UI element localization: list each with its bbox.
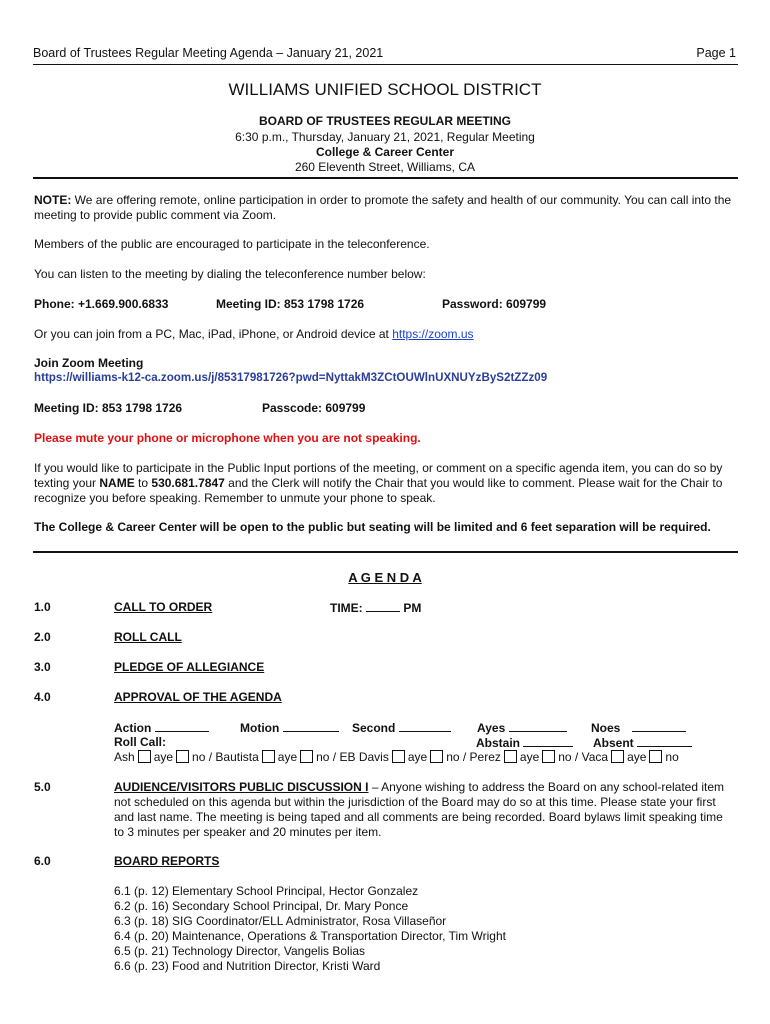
absent-field: Absent bbox=[593, 735, 692, 750]
agenda-item-number: 6.0 bbox=[34, 854, 51, 868]
list-item: 6.6 (p. 23) Food and Nutrition Director, Kristi Ward bbox=[114, 959, 381, 973]
roll-call-votes: Ash aye no / Bautista aye no / EB Davis aye no / Perez aye no / Vaca aye no bbox=[114, 750, 679, 764]
phone-number: Phone: +1.669.900.6833 bbox=[34, 297, 169, 311]
roll-call-label: Roll Call: bbox=[114, 735, 167, 749]
abstain-field: Abstain bbox=[476, 735, 573, 750]
second-field: Second bbox=[352, 720, 451, 735]
seating-notice: The College & Career Center will be open to the public but seating will be limited and 6 feet separation will be required. bbox=[34, 520, 711, 534]
participate-text-3: and the Clerk will notify the Chair that you would like to comment. Please wait for the Chair to recognize you before speaking. Remember to unmute your phone to speak. bbox=[34, 476, 723, 505]
join-line bbox=[34, 327, 474, 341]
participate-paragraph bbox=[34, 461, 736, 506]
agenda-item-public-discussion bbox=[114, 780, 736, 840]
member-perez: no / Perez bbox=[446, 750, 501, 764]
ayes-field: Ayes bbox=[477, 720, 567, 735]
member-ebdavis: no / EB Davis bbox=[316, 750, 389, 764]
join-text: Or you can join from a PC, Mac, iPad, iPhone, or Android device at bbox=[34, 327, 393, 341]
agenda-item-call-to-order: CALL TO ORDER bbox=[114, 600, 213, 614]
member-vaca: no / Vaca bbox=[558, 750, 609, 764]
time-field bbox=[330, 600, 421, 615]
members-text: Members of the public are encouraged to participate in the teleconference. bbox=[34, 237, 430, 251]
passcode: Passcode: 609799 bbox=[262, 401, 366, 415]
perez-no-checkbox[interactable] bbox=[542, 750, 555, 763]
agenda-item-number: 3.0 bbox=[34, 660, 51, 674]
vaca-no-checkbox[interactable] bbox=[649, 750, 662, 763]
agenda-item-number: 5.0 bbox=[34, 780, 51, 794]
list-item: 6.3 (p. 18) SIG Coordinator/ELL Administrator, Rosa Villaseñor bbox=[114, 914, 447, 928]
note-paragraph bbox=[34, 193, 734, 223]
meeting-id-2: Meeting ID: 853 1798 1726 bbox=[34, 401, 183, 415]
ebdavis-aye-checkbox[interactable] bbox=[392, 750, 405, 763]
meeting-datetime: 6:30 p.m., Thursday, January 21, 2021, Regular Meeting bbox=[235, 130, 535, 144]
zoom-link[interactable]: https://zoom.us bbox=[392, 327, 474, 341]
member-bautista: no / Bautista bbox=[192, 750, 259, 764]
agenda-heading: A G E N D A bbox=[348, 570, 422, 585]
participate-text-2: to bbox=[134, 476, 152, 490]
note-text: We are offering remote, online participation in order to promote the safety and health of our community. You can call into the meeting to provide public comment via Zoom. bbox=[34, 193, 732, 222]
bautista-no-checkbox[interactable] bbox=[300, 750, 313, 763]
ebdavis-no-checkbox[interactable] bbox=[430, 750, 443, 763]
mute-warning: Please mute your phone or microphone when you are not speaking. bbox=[34, 431, 421, 445]
agenda-item-number: 2.0 bbox=[34, 630, 51, 644]
time-label: TIME: bbox=[330, 601, 363, 615]
zoom-meeting-title: Join Zoom Meeting bbox=[34, 356, 144, 370]
list-item: 6.5 (p. 21) Technology Director, Vangelis Bolias bbox=[114, 944, 366, 958]
agenda-item-roll-call: ROLL CALL bbox=[114, 630, 182, 644]
ash-no-checkbox[interactable] bbox=[176, 750, 189, 763]
action-field: Action bbox=[114, 720, 209, 735]
agenda-item-pledge: PLEDGE OF ALLEGIANCE bbox=[114, 660, 265, 674]
public-discussion-text: – Anyone wishing to address the Board on any school-related item not scheduled on this agenda but within the jurisdiction of the Board may do so at this time. Please state your first and last name. The meeting is being taped and all comments are being recorded. Board bylaws limit speaking time to 3 minutes per speaker and 20 minutes per item. bbox=[114, 780, 725, 839]
list-item: 6.2 (p. 16) Secondary School Principal, Dr. Mary Ponce bbox=[114, 899, 409, 913]
meeting-id: Meeting ID: 853 1798 1726 bbox=[216, 297, 365, 311]
list-item: 6.1 (p. 12) Elementary School Principal, Hector Gonzalez bbox=[114, 884, 419, 898]
page-header-title: Board of Trustees Regular Meeting Agenda – January 21, 2021 bbox=[33, 46, 384, 60]
zoom-meeting-url[interactable]: https://williams-k12-ca.zoom.us/j/85317981726?pwd=NyttakM3ZCtOUWlnUXNUYzByS2tZZz09 bbox=[34, 371, 548, 384]
note-label: NOTE: bbox=[34, 193, 72, 207]
public-discussion-title: AUDIENCE/VISITORS PUBLIC DISCUSSION I bbox=[114, 780, 369, 794]
motion-field: Motion bbox=[240, 720, 339, 735]
agenda-item-approval: APPROVAL OF THE AGENDA bbox=[114, 690, 282, 704]
meeting-venue: College & Career Center bbox=[315, 145, 455, 159]
bautista-aye-checkbox[interactable] bbox=[262, 750, 275, 763]
board-reports-list bbox=[114, 884, 506, 974]
participate-text-1: If you would like to participate in the Public Input portions of the meeting, or comment on a specific agenda item, you can do so by texting your bbox=[34, 461, 723, 490]
ash-aye-checkbox[interactable] bbox=[138, 750, 151, 763]
note-divider bbox=[33, 551, 738, 553]
agenda-item-board-reports: BOARD REPORTS bbox=[114, 854, 220, 868]
meeting-address: 260 Eleventh Street, Williams, CA bbox=[294, 160, 476, 174]
member-ash: Ash bbox=[114, 750, 135, 764]
vaca-aye-checkbox[interactable] bbox=[611, 750, 624, 763]
time-suffix: PM bbox=[403, 601, 422, 615]
listen-text: You can listen to the meeting by dialing the teleconference number below: bbox=[34, 267, 426, 281]
title-divider bbox=[33, 177, 738, 179]
agenda-item-number: 1.0 bbox=[34, 600, 51, 614]
participate-number: 530.681.7847 bbox=[151, 476, 225, 490]
agenda-item-number: 4.0 bbox=[34, 690, 51, 704]
time-blank bbox=[366, 600, 400, 612]
noes-field: Noes bbox=[591, 720, 686, 735]
participate-name: NAME bbox=[99, 476, 135, 490]
password: Password: 609799 bbox=[442, 297, 547, 311]
page-number: Page 1 bbox=[696, 46, 736, 60]
meeting-title: BOARD OF TRUSTEES REGULAR MEETING bbox=[258, 114, 511, 128]
list-item: 6.4 (p. 20) Maintenance, Operations & Transportation Director, Tim Wright bbox=[114, 929, 506, 943]
header-divider bbox=[33, 64, 738, 65]
perez-aye-checkbox[interactable] bbox=[504, 750, 517, 763]
district-title: WILLIAMS UNIFIED SCHOOL DISTRICT bbox=[228, 80, 542, 99]
